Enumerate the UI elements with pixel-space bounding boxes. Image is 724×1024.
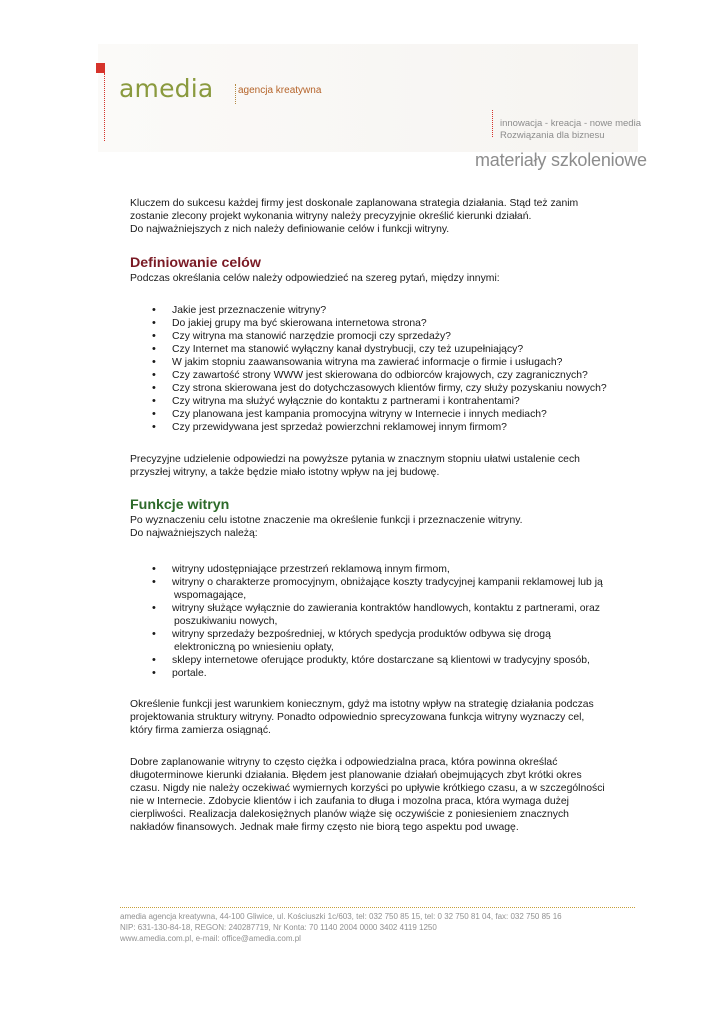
list-item-continuation: elektroniczną po wniesieniu opłaty, (174, 642, 334, 653)
list-item-text: portale. (172, 668, 207, 679)
motto-line: innowacja - kreacja - nowe media (500, 118, 641, 129)
list-item-text: witryny sprzedaży bezpośredniej, w których spedycja produktów odbywa się drogą (172, 629, 551, 640)
list-item-text: sklepy internetowe oferujące produkty, które dostarczane są klientowi w tradycyjny sposób, (172, 655, 590, 666)
list-item: • Czy Internet ma stanowić wyłączny kanał dystrybucji, czy też uzupełniający? (130, 343, 635, 356)
list-item-continuation: wspomagające, (174, 590, 247, 601)
list-item: • Czy planowana jest kampania promocyjna witryny w Internecie i innych mediach? (130, 408, 635, 421)
logo-divider (235, 84, 236, 104)
list-item: • Czy strona skierowana jest do dotychczasowych klientów firmy, czy służy pozyskaniu nowych? (130, 382, 635, 395)
list-item: • Do jakiej grupy ma być skierowana internetowa strona? (130, 317, 635, 330)
text-line: czasu. Nigdy nie należy oczekiwać wymiernych korzyści po upływie krótkiego czasu, a w szczególności (130, 783, 605, 794)
text-line: projektowania struktury witryny. Ponadto odpowiednio sprecyzowana funkcja witryny wyznaczy cel, (130, 712, 585, 723)
footer (120, 911, 640, 944)
footer-divider (120, 907, 635, 908)
list-item: • W jakim stopniu zaawansowania witryna ma zawierać informacje o firmie i usługach? (130, 356, 635, 369)
list-item: • Czy zawartość strony WWW jest skierowana do odbiorców krajowych, czy zagranicznych? (130, 369, 635, 382)
goals-question-list (130, 304, 635, 434)
company-motto (500, 118, 641, 142)
text-line: Precyzyjne udzielenie odpowiedzi na powyższe pytania w znacznym stopniu ułatwi ustalenie cech (130, 454, 580, 465)
footer-contact: www.amedia.com.pl, e-mail: office@amedia.com.pl (120, 934, 301, 943)
document-body (130, 197, 635, 834)
list-item-continuation: poszukiwaniu nowych, (174, 616, 278, 627)
text-line: który firma zamierza osiągnąć. (130, 725, 271, 736)
list-item (130, 563, 635, 576)
text-line: Do najważniejszych z nich należy definiowanie celów i funkcji witryny. (130, 224, 450, 235)
functions-heading: Funkcje witryn (130, 497, 230, 513)
text-line: zostanie zlecony projekt wykonania witryny należy precyzyjnie określić kierunki działań. (130, 211, 532, 222)
text-line: nie w Internecie. Zdobycie klientów i ich zaufania to długa i mozolna praca, która wymaga dużej (130, 796, 569, 807)
functions-paragraph-1 (130, 698, 635, 737)
list-item-text: witryny udostępniające przestrzeń reklamową innym firmom, (172, 564, 450, 575)
list-item (130, 667, 635, 680)
functions-paragraph-2 (130, 756, 635, 834)
text-line: Dobre zaplanowanie witryny to często ciężka i odpowiedzialna praca, która powinna określać (130, 757, 558, 768)
goals-heading: Definiowanie celów (130, 255, 261, 271)
footer-address: amedia agencja kreatywna, 44-100 Gliwice, ul. Kościuszki 1c/603, tel: 032 750 85 15, tel: 0 32 750 81 04, fax: 032 750 85 16 (120, 912, 562, 921)
motto-divider (492, 110, 493, 137)
text-line: przyszłej witryny, a także będzie miało istotny wpływ na jej budowę. (130, 467, 440, 478)
text-line: Określenie funkcji jest warunkiem koniecznym, gdyż ma istotny wpływ na strategię działania podczas (130, 699, 594, 710)
goals-summary (130, 453, 635, 479)
list-item-text: witryny o charakterze promocyjnym, obniżające koszty tradycyjnej kampanii reklamowej lub ją (172, 577, 603, 588)
goals-lead: Podczas określania celów należy odpowiedzieć na szereg pytań, między innymi: (130, 273, 500, 284)
text-line: Po wyznaczeniu celu istotne znaczenie ma określenie funkcji i przeznaczenie witryny. (130, 515, 523, 526)
logo-tagline: agencja kreatywna (238, 85, 322, 96)
section-label: materiały szkoleniowe (475, 150, 647, 170)
list-item (130, 654, 635, 667)
list-item (130, 576, 635, 602)
text-line: cierpliwości. Realizacja dalekosiężnych planów wiąże się oczywiście z poniesieniem znacznych (130, 809, 569, 820)
motto-line: Rozwiązania dla biznesu (500, 130, 605, 141)
list-item: • Czy witryna ma służyć wyłącznie do kontaktu z partnerami i kontrahentami? (130, 395, 635, 408)
company-logo: amedia (119, 74, 214, 103)
text-line: Kluczem do sukcesu każdej firmy jest doskonale zaplanowana strategia działania. Stąd też zanim (130, 198, 579, 209)
list-item-text: witryny służące wyłącznie do zawierania kontraktów handlowych, kontaktu z partnerami, oraz (172, 603, 600, 614)
footer-registration: NIP: 631-130-84-18, REGON: 240287719, Nr Konta: 70 1140 2004 0000 3402 4119 1250 (120, 923, 437, 932)
text-line: Do najważniejszych należą: (130, 528, 258, 539)
list-item (130, 628, 635, 654)
list-item: • Czy witryna ma stanowić narzędzie promocji czy sprzedaży? (130, 330, 635, 343)
functions-list (130, 563, 635, 680)
text-line: długoterminowe kierunki działania. Błędem jest planowanie działań obejmujących zbyt krótki okres (130, 770, 582, 781)
list-item (130, 602, 635, 628)
intro-paragraph (130, 197, 635, 236)
text-line: nakładów finansowych. Jednak małe firmy często nie biorą tego aspektu pod uwagę. (130, 822, 519, 833)
functions-lead (130, 514, 635, 540)
list-item: • Czy przewidywana jest sprzedaż powierzchni reklamowej innym firmom? (130, 421, 635, 434)
header-divider-left (104, 73, 105, 141)
logo-accent-square (96, 63, 105, 73)
list-item: • Jakie jest przeznaczenie witryny? (130, 304, 635, 317)
